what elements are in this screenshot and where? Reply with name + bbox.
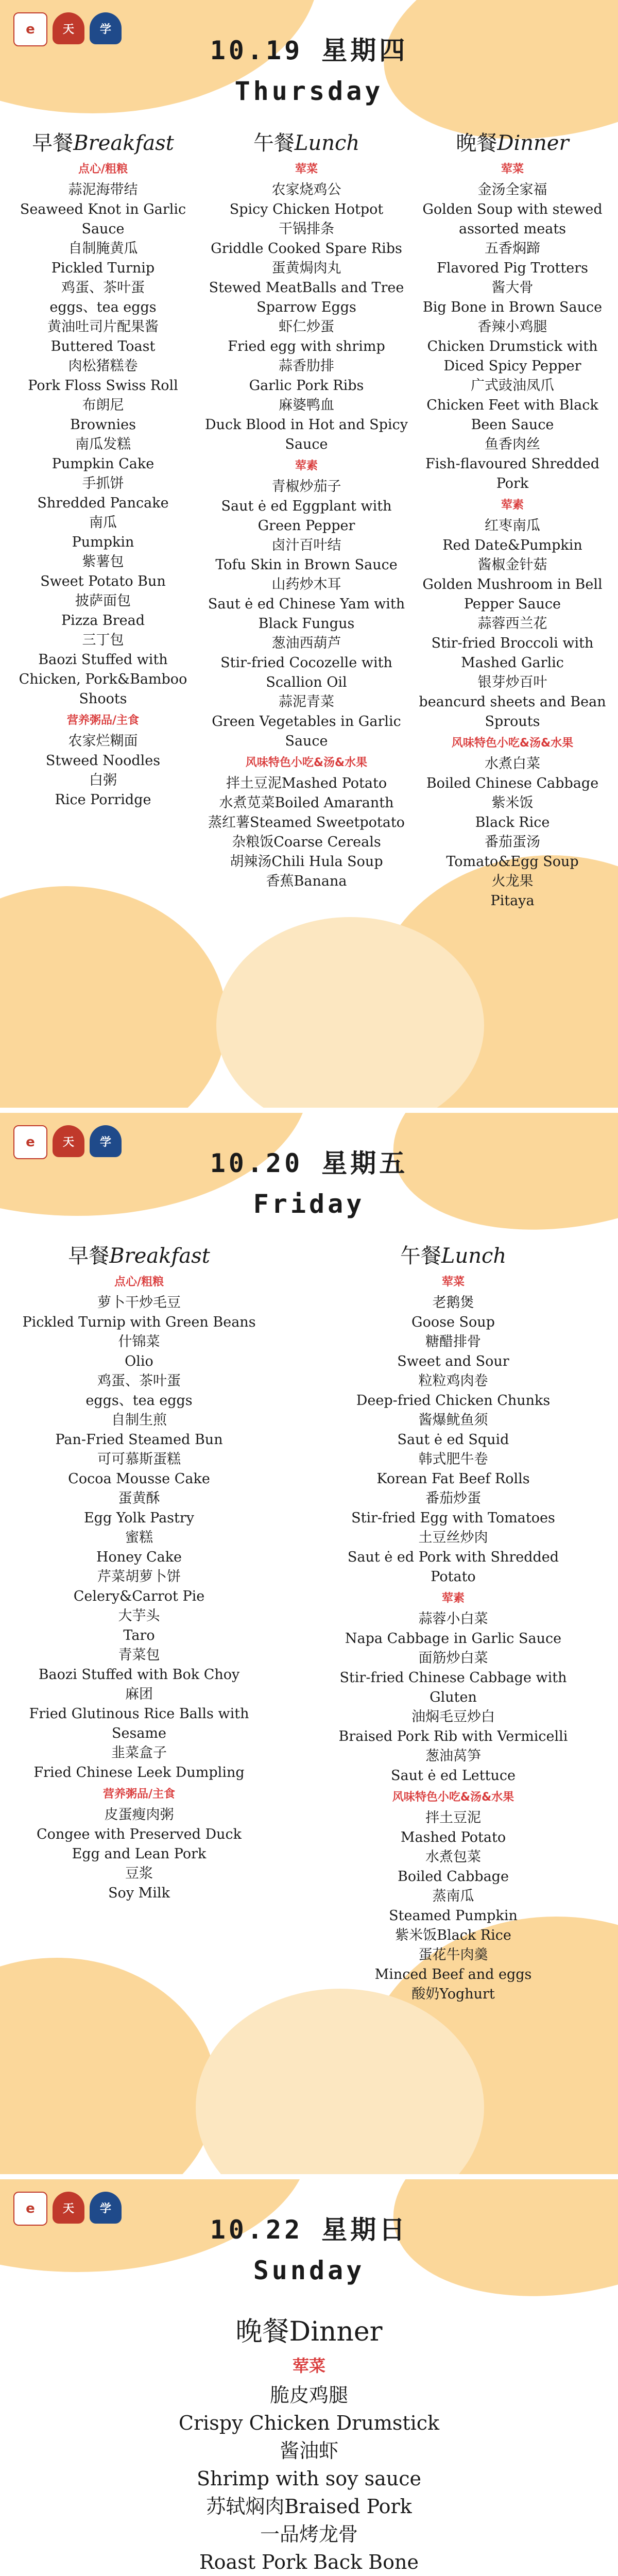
menu-item: Saut ė ed Chinese Yam with Black Fungus (208, 596, 405, 632)
lunch-column (203, 129, 409, 891)
menu-item: 蛋黄焗肉丸 (271, 260, 341, 276)
menu-item: 自制生煎 (111, 1412, 167, 1428)
menu-item: 蒜蓉小白菜 (418, 1611, 488, 1627)
menu-item: 杂粮饭Coarse Cereals (232, 834, 381, 850)
section-label: 风味特色小吃&汤&水果 (245, 756, 368, 769)
menu-item: 蒜泥海带结 (68, 182, 138, 198)
menu-item: 蛋黄酥 (118, 1490, 160, 1506)
dinner-column (52, 2313, 566, 2576)
menu-item: 银芽炒百叶 (477, 674, 547, 690)
menu-item: Green Vegetables in Garlic Sauce (212, 714, 401, 749)
lunch-column (330, 1242, 577, 2004)
menu-item: 葱油西葫芦 (271, 635, 341, 651)
lunch-heading: 午餐Lunch (400, 1244, 507, 1268)
school-logo-2: 天 (53, 2192, 84, 2224)
menu-item: 南瓜发糕 (75, 436, 131, 452)
menu-item: 农家烂糊面 (68, 733, 138, 749)
menu-item: Flavored Pig Trotters (436, 260, 588, 276)
menu-item: Brownies (70, 417, 136, 433)
menu-item: 披萨面包 (75, 593, 131, 609)
menu-item: 自制腌黄瓜 (68, 241, 138, 257)
section-label: 风味特色小吃&汤&水果 (392, 1791, 514, 1804)
section-label: 荤菜 (295, 163, 318, 176)
menu-item: Chicken Drumstick with Diced Spicy Pepper (427, 338, 598, 374)
day-subtitle: Sunday (253, 2256, 365, 2285)
school-logo-3: 学 (90, 12, 122, 44)
menu-item: Crispy Chicken Drumstick (178, 2412, 440, 2434)
day-title: 10.20 星期五 (210, 1148, 408, 1178)
menu-item: Golden Mushroom in Bell Pepper Sauce (422, 577, 603, 612)
menu-item: 青菜包 (118, 1647, 160, 1663)
menu-item: Korean Fat Beef Rolls (376, 1471, 530, 1487)
menu-item: 酸奶Yoghurt (411, 1986, 495, 2002)
menu-item: 可可慕斯蛋糕 (97, 1451, 181, 1467)
menu-item: Stir-fried Broccoli with Mashed Garlic (431, 635, 594, 671)
menu-item: eggs、tea eggs (85, 1393, 193, 1409)
section-label: 营养粥品/主食 (102, 1788, 176, 1801)
menu-item: Fried Chinese Leek Dumpling (33, 1765, 245, 1781)
menu-item: eggs、tea eggs (49, 299, 157, 315)
menu-item: 火龙果 (491, 873, 534, 889)
menu-item: 虾仁炒蛋 (279, 319, 334, 335)
menu-item: 油焖毛豆炒白 (411, 1709, 495, 1725)
menu-item: 香蕉Banana (266, 873, 347, 889)
menu-item: 酱爆鱿鱼须 (418, 1412, 488, 1428)
menu-item: Olio (125, 1353, 153, 1369)
menu-item: 酱椒金针菇 (477, 557, 547, 573)
menu-item: Minced Beef and eggs (374, 1967, 532, 1982)
menu-item: Napa Cabbage in Garlic Sauce (345, 1631, 562, 1647)
menu-item: Cocoa Mousse Cake (68, 1471, 210, 1487)
menu-item: Soy Milk (108, 1885, 170, 1901)
section-label: 荤菜 (501, 163, 524, 176)
menu-item: 紫米饭 (491, 795, 534, 811)
menu-item: 水煮白菜 (485, 756, 540, 772)
dinner-heading: 晚餐Dinner (235, 2316, 383, 2347)
menu-item: Pumpkin (72, 534, 134, 550)
menu-item: Black Rice (475, 815, 550, 831)
menu-item: 布朗尼 (82, 397, 124, 413)
menu-item: Spicy Chicken Hotpot (229, 201, 384, 217)
menu-item: 老鹅煲 (432, 1295, 474, 1311)
menu-item: Saut ė ed Squid (397, 1432, 509, 1448)
menu-item: Golden Soup with stewed assorted meats (422, 201, 603, 237)
menu-item: Honey Cake (96, 1549, 182, 1565)
menu-item: Stweed Noodles (45, 753, 161, 769)
menu-item: 金汤全家福 (477, 182, 547, 198)
menu-item: 广式豉油凤爪 (471, 378, 554, 394)
breakfast-heading: 早餐Breakfast (32, 131, 174, 155)
menu-item: Congee with Preserved Duck Egg and Lean Pork (36, 1826, 242, 1862)
menu-item: Shredded Pancake (37, 495, 169, 511)
menu-item: 苏轼焖肉Braised Pork (206, 2495, 412, 2518)
menu-item: 大芋头 (118, 1608, 160, 1624)
menu-item: Braised Pork Rib with Vermicelli (338, 1728, 568, 1744)
menu-item: Tomato&Egg Soup (446, 854, 579, 870)
menu-item: 蜜糕 (125, 1530, 153, 1546)
menu-item: 面筋炒白菜 (418, 1650, 488, 1666)
menu-item: Fried Glutinous Rice Balls with Sesame (29, 1706, 249, 1741)
menu-item: Rice Porridge (55, 792, 151, 808)
menu-item: beancurd sheets and Bean Sprouts (419, 694, 606, 730)
dinner-column (417, 129, 608, 911)
menu-item: Tofu Skin in Brown Sauce (215, 557, 398, 573)
menu-item: Saut ė ed Pork with Shredded Potato (347, 1549, 559, 1585)
menu-item: Shrimp with soy sauce (196, 2467, 422, 2490)
menu-item: 蛋花牛肉羹 (418, 1947, 488, 1963)
section-label: 营养粥品/主食 (66, 714, 140, 727)
section-label: 荤菜 (441, 1276, 465, 1289)
menu-item: Pitaya (490, 893, 535, 909)
day-subtitle: Friday (253, 1189, 365, 1219)
sunday-panel (0, 2179, 618, 2576)
menu-item: 鸡蛋、茶叶蛋 (97, 1373, 181, 1389)
menu-item: Stewed MeatBalls and Tree Sparrow Eggs (209, 280, 404, 315)
menu-item: Saut ė ed Lettuce (391, 1768, 516, 1784)
menu-item: 鸡蛋、茶叶蛋 (61, 280, 145, 296)
menu-item: 一品烤龙骨 (260, 2523, 358, 2546)
menu-item: Pan-Fried Steamed Bun (55, 1432, 223, 1448)
menu-item: 葱油莴笋 (425, 1748, 481, 1764)
menu-item: Fish-flavoured Shredded Pork (425, 456, 600, 492)
menu-item: Stir-fried Cocozelle with Scallion Oil (220, 655, 392, 690)
menu-item: 水煮包菜 (425, 1849, 481, 1865)
menu-item: 农家烧鸡公 (271, 182, 341, 198)
menu-item: 土豆丝炒肉 (418, 1530, 488, 1546)
menu-item: 红枣南瓜 (485, 518, 540, 534)
menu-item: 香辣小鸡腿 (477, 319, 547, 335)
menu-item: 韩式肥牛卷 (418, 1451, 488, 1467)
school-logo-1: e (13, 2192, 47, 2226)
menu-item: 蒸红薯Steamed Sweetpotato (208, 815, 405, 831)
section-label: 荤菜 (292, 2356, 325, 2376)
menu-item: 拌土豆泥 (425, 1810, 481, 1826)
menu-item: Celery&Carrot Pie (73, 1588, 205, 1604)
menu-item: Mashed Potato (400, 1829, 506, 1845)
menu-item: Stir-fried Chinese Cabbage with Gluten (339, 1670, 567, 1705)
section-label: 风味特色小吃&汤&水果 (451, 737, 574, 750)
menu-item: 酱油虾 (279, 2439, 338, 2462)
menu-item: 麻婆鸭血 (279, 397, 334, 413)
dinner-heading: 晚餐Dinner (456, 131, 569, 155)
menu-item: 豆浆 (125, 1866, 153, 1882)
menu-item: 手抓饼 (82, 476, 124, 492)
menu-item: Stir-fried Egg with Tomatoes (351, 1510, 555, 1526)
menu-item: Pork Floss Swiss Roll (28, 378, 178, 394)
menu-item: 酱大骨 (491, 280, 534, 296)
menu-item: 鱼香肉丝 (485, 436, 540, 452)
section-label: 荤素 (441, 1592, 465, 1605)
school-logo-1: e (13, 1125, 47, 1159)
menu-item: Boiled Chinese Cabbage (426, 775, 599, 791)
menu-item: 萝卜干炒毛豆 (97, 1295, 181, 1311)
menu-item: 番茄蛋汤 (485, 834, 540, 850)
menu-item: 黄油吐司片配果酱 (47, 319, 159, 335)
menu-item: 水煮苋菜Boiled Amaranth (219, 795, 394, 811)
menu-item: Roast Pork Back Bone (199, 2551, 419, 2573)
menu-item: 肉松猪糕卷 (68, 358, 138, 374)
thursday-panel (0, 0, 618, 1108)
menu-item: 什锦菜 (118, 1334, 160, 1350)
menu-item: Pickled Turnip (51, 260, 155, 276)
menu-item: 韭菜盒子 (111, 1745, 167, 1761)
menu-item: 青椒炒茄子 (271, 479, 341, 495)
breakfast-column (21, 1242, 258, 1903)
menu-item: 粒粒鸡肉卷 (418, 1373, 488, 1389)
menu-item: Baozi Stuffed with Chicken, Pork&Bamboo Shoots (19, 652, 187, 707)
menu-item: Garlic Pork Ribs (249, 378, 364, 394)
menu-item: 卤汁百叶结 (271, 537, 341, 553)
section-label: 荤素 (295, 460, 318, 472)
school-logo-2: 天 (53, 1125, 84, 1157)
menu-item: Seaweed Knot in Garlic Sauce (20, 201, 186, 237)
menu-item: 干锅排条 (279, 221, 334, 237)
menu-item: 蒜香肋排 (279, 358, 334, 374)
menu-item: 五香焖蹄 (485, 241, 540, 257)
menu-item: 蒜蓉西兰花 (477, 616, 547, 632)
menu-item: 脆皮鸡腿 (269, 2384, 348, 2406)
day-title: 10.22 星期日 (210, 2215, 408, 2245)
menu-item: Taro (123, 1628, 155, 1643)
friday-panel (0, 1113, 618, 2174)
day-subtitle: Thursday (234, 76, 384, 106)
menu-item: 胡辣汤Chili Hula Soup (230, 854, 383, 870)
menu-item: Goose Soup (411, 1314, 495, 1330)
day-title: 10.19 星期四 (210, 36, 408, 65)
lunch-heading: 午餐Lunch (253, 131, 360, 155)
menu-item: 拌土豆泥Mashed Potato (226, 775, 387, 791)
section-label: 荤素 (501, 499, 524, 512)
menu-item: 蒸南瓜 (432, 1888, 474, 1904)
menu-item: Baozi Stuffed with Bok Choy (38, 1667, 240, 1683)
menu-item: 紫米饭Black Rice (395, 1927, 511, 1943)
menu-item: Griddle Cooked Spare Ribs (211, 241, 402, 257)
menu-item: Chicken Feet with Black Been Sauce (426, 397, 598, 433)
menu-item: Steamed Pumpkin (389, 1908, 518, 1924)
menu-item: Egg Yolk Pastry (83, 1510, 195, 1526)
menu-item: Saut ė ed Eggplant with Green Pepper (221, 498, 392, 534)
menu-item: 芹菜胡萝卜饼 (97, 1569, 181, 1585)
menu-item: 山药炒木耳 (271, 577, 341, 592)
menu-item: Big Bone in Brown Sauce (422, 299, 603, 315)
menu-item: 番茄炒蛋 (425, 1490, 481, 1506)
menu-item: 紫薯包 (82, 554, 124, 570)
menu-item: Pumpkin Cake (52, 456, 154, 472)
menu-item: 三丁包 (82, 632, 124, 648)
menu-item: 麻团 (125, 1686, 153, 1702)
menu-item: 皮蛋瘦肉粥 (104, 1807, 174, 1823)
menu-item: Pickled Turnip with Green Beans (22, 1314, 256, 1330)
menu-item: Duck Blood in Hot and Spicy Sauce (205, 417, 408, 452)
menu-item: Red Date&Pumpkin (442, 537, 582, 553)
menu-item: 白粥 (89, 772, 117, 788)
menu-item: 南瓜 (89, 515, 117, 531)
breakfast-heading: 早餐Breakfast (68, 1244, 210, 1268)
section-label: 点心/粗粮 (114, 1276, 164, 1289)
menu-item: 蒜泥青菜 (279, 694, 334, 710)
menu-item: Fried egg with shrimp (228, 338, 385, 354)
menu-item: Sweet and Sour (397, 1353, 509, 1369)
menu-item: Buttered Toast (50, 338, 156, 354)
menu-item: 糖醋排骨 (425, 1334, 481, 1350)
school-logo-3: 学 (90, 1125, 122, 1157)
school-logo-2: 天 (53, 12, 84, 44)
menu-item: Boiled Cabbage (398, 1869, 509, 1885)
menu-item: Pizza Bread (61, 613, 145, 629)
menu-item: Deep-fried Chicken Chunks (356, 1393, 551, 1409)
menu-item: Sweet Potato Bun (40, 573, 166, 589)
school-logo-1: e (13, 12, 47, 46)
school-logo-3: 学 (90, 2192, 122, 2224)
section-label: 点心/粗粮 (78, 163, 128, 176)
breakfast-column (10, 129, 196, 810)
